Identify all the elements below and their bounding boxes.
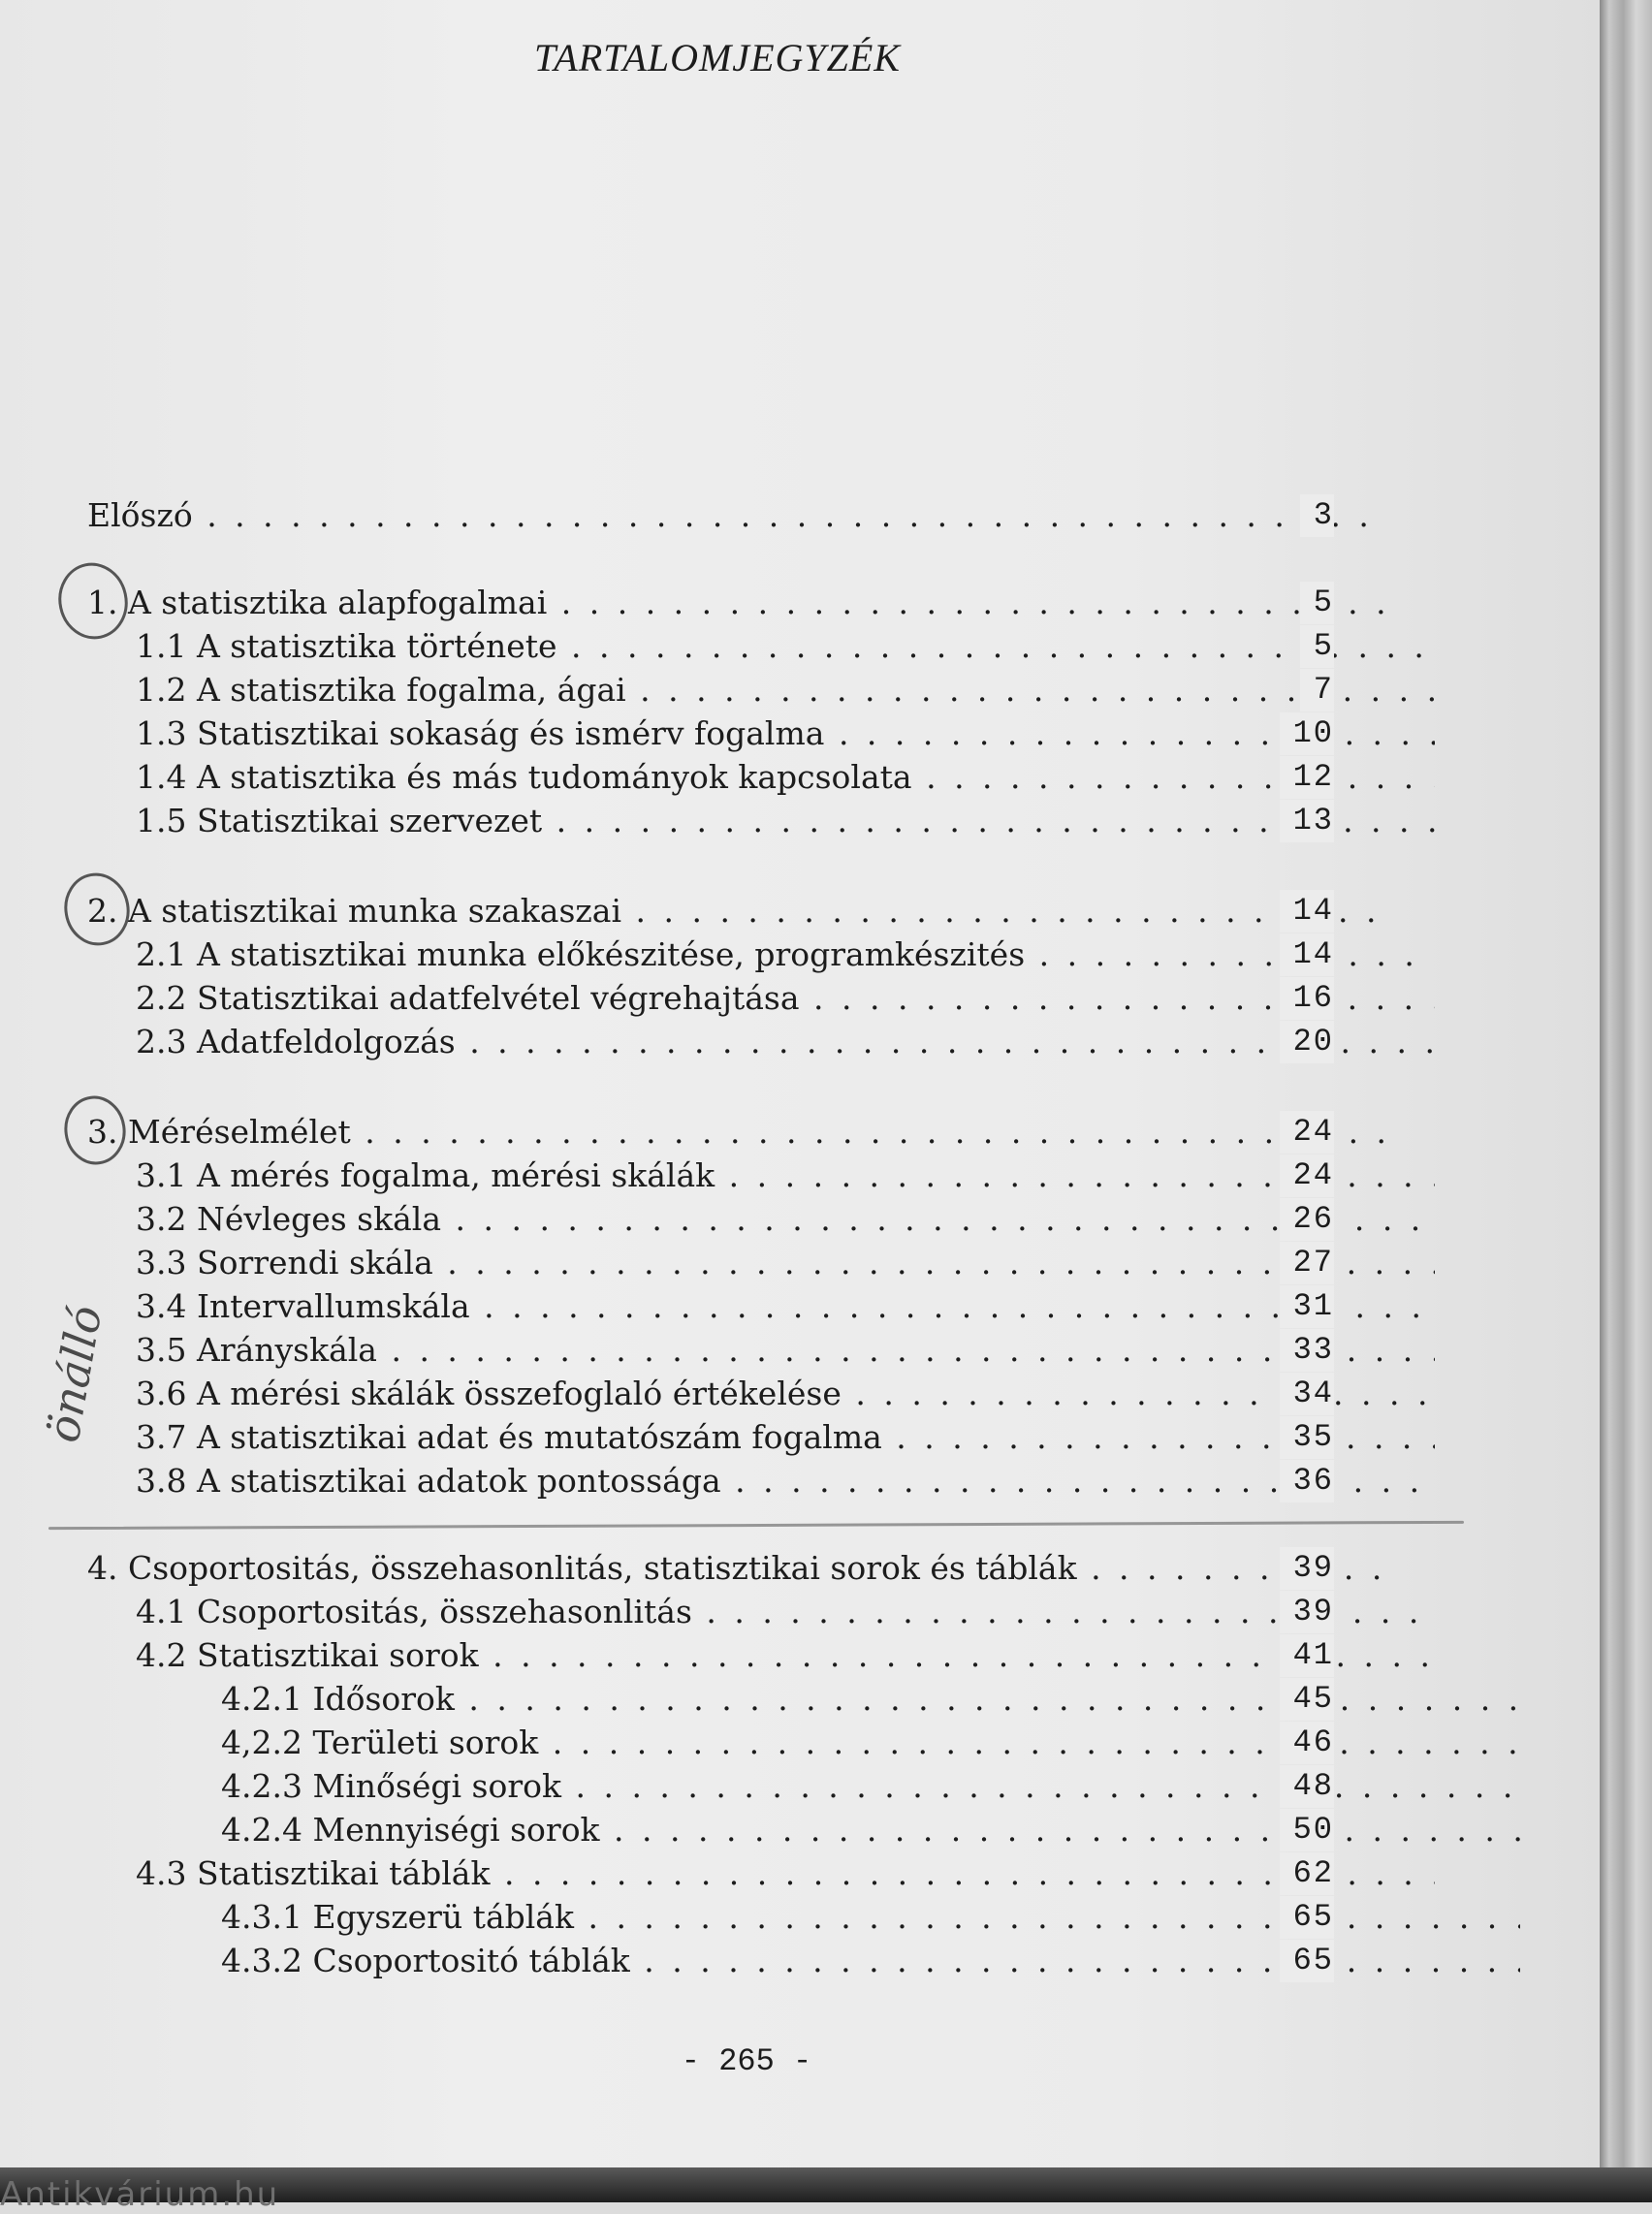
pencil-circle-chapter-2 [60,870,134,949]
toc-entry-label: 3. Méréselmélet . . . [87,1111,1386,1154]
page-title: TARTALOMJEGYZÉK [534,36,901,79]
toc-entry-label: 3.7 A statisztikai adat és mutatószám fogalma . . . [136,1416,1435,1459]
toc-entry-label: 4.2.3 Minőségi sorok . . . [221,1765,1520,1808]
toc-entry-label: 3.5 Arányskála . . . [136,1329,1435,1372]
toc-page-number: 39 [1280,1547,1334,1590]
toc-entry-label: 4.2 Statisztikai sorok . . . [136,1634,1435,1677]
toc-page-number: 24 [1280,1154,1334,1197]
toc-page-number: 10 [1280,712,1334,755]
toc-page-number: 24 [1280,1111,1334,1154]
toc-page-number: 3 [1300,494,1334,537]
toc-entry-label: 4.1 Csoportositás, összehasonlitás . . . [136,1591,1435,1633]
toc-entry-label: 3.1 A mérés fogalma, mérési skálák . . . [136,1154,1435,1197]
toc-entry-label: 3.6 A mérési skálák összefoglaló értékelése . . . [136,1373,1435,1415]
toc-page-number: 35 [1280,1416,1334,1459]
toc-entry-label: 1. A statisztika alapfogalmai . . . [87,582,1386,624]
page-number: - 265 - [681,2043,812,2079]
toc-entry-label: 4.3 Statisztikai táblák . . . [136,1852,1435,1895]
toc-page-number: 48 [1280,1765,1334,1808]
toc-page-number: 7 [1300,669,1334,712]
toc-page-number: 31 [1280,1285,1334,1328]
toc-page-number: 39 [1280,1591,1334,1633]
toc-entry-label: 1.2 A statisztika fogalma, ágai . . . [136,669,1435,712]
pencil-note: önálló [36,1301,112,1446]
toc-entry-label: 4. Csoportositás, összehasonlitás, statisztikai sorok és táblák . . . [87,1547,1386,1590]
toc-page-number: 16 [1280,977,1334,1020]
toc-page-number: 41 [1280,1634,1334,1677]
toc-entry-label: 4,2.2 Területi sorok . . . [221,1722,1520,1764]
toc-entry-label: 2.3 Adatfeldolgozás . . . [136,1021,1435,1063]
toc-entry-label: 3.8 A statisztikai adatok pontossága . . . [136,1460,1435,1502]
toc-entry-label: 2. A statisztikai munka szakaszai . . . [87,890,1386,933]
toc-page-number: 33 [1280,1329,1334,1372]
toc-page-number: 50 [1280,1809,1334,1851]
toc-page-number: 27 [1280,1242,1334,1284]
toc-page-number: 14 [1280,933,1334,976]
toc-page-number: 5 [1300,582,1334,624]
toc-entry-label: 4.3.2 Csoportositó táblák . . . [221,1940,1520,1982]
toc-page-number: 5 [1300,625,1334,668]
watermark-text: Antikvárium.hu [0,2175,280,2214]
toc-entry-label: 1.1 A statisztika története . . . [136,625,1435,668]
toc-entry-label: 1.5 Statisztikai szervezet . . . [136,800,1435,842]
toc-entry-label: 4.2.4 Mennyiségi sorok . . . [221,1809,1520,1851]
toc-page-number: 36 [1280,1460,1334,1502]
toc-page-number: 26 [1280,1198,1334,1241]
toc-entry-label: 1.4 A statisztika és más tudományok kapcsolata . . . [136,756,1435,799]
toc-page-number: 65 [1280,1940,1334,1982]
toc-page-number: 45 [1280,1678,1334,1721]
toc-page-number: 13 [1280,800,1334,842]
toc-page-number: 12 [1280,756,1334,799]
toc-entry-label: 2.1 A statisztikai munka előkészitése, programkészités . . . [136,933,1435,976]
toc-entry-label: 3.3 Sorrendi skála . . . [136,1242,1435,1284]
toc-entry-label: 3.4 Intervallumskála . . . [136,1285,1435,1328]
toc-entry-label: 4.2.1 Idősorok . . . [221,1678,1520,1721]
toc-page-number: 14 [1280,890,1334,933]
toc-page-number: 34 [1280,1373,1334,1415]
pencil-circle-chapter-3 [62,1093,129,1167]
toc-entry-label: 1.3 Statisztikai sokaság és ismérv fogalma . . . [136,712,1435,755]
pencil-circle-chapter-1 [53,558,133,644]
toc-entry-label: 4.3.1 Egyszerü táblák . . . [221,1896,1520,1939]
toc-entry-label: 3.2 Névleges skála . . . [136,1198,1435,1241]
toc-page-number: 62 [1280,1852,1334,1895]
toc-page-number: 20 [1280,1021,1334,1063]
toc-entry-label: 2.2 Statisztikai adatfelvétel végrehajtása . . . [136,977,1435,1020]
toc-page-number: 46 [1280,1722,1334,1764]
toc-page-number: 65 [1280,1896,1334,1939]
toc-entry-label: Előszó . . . [87,494,1386,537]
